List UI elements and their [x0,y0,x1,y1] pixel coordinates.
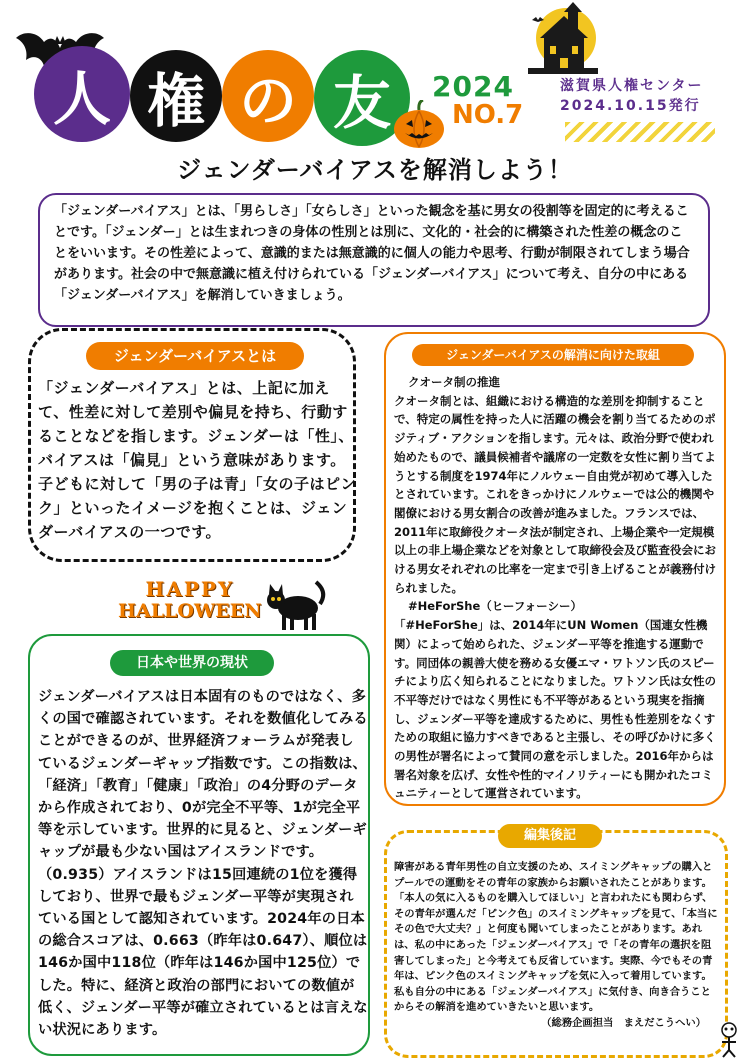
pumpkin-icon [392,100,446,150]
intro-text: 「ジェンダーバイアス」とは、「男らしさ」「女らしさ」といった観念を基に男女の役割等を固定的に考えることです。「ジェンダー」とは生まれつきの身体の性別とは別に、文化的・社会的に構築された性差の概念のことをいいます。その性差によって、意識的または無意識的に個人の能力や思考、行動が制限されてしまう場合があります。社会の中で無意識に植え付けられている「ジェンダーバイアス」について考え、自分の中にある「ジェンダーバイアス」を解消していきましょう。 [54,204,690,303]
heforshe-title: #HeForShe（ヒーフォーシー） [408,599,582,614]
title-char-1: 人 [34,46,130,142]
section-postscript-heading: 編集後記 [498,824,602,848]
section-postscript-body [394,860,720,1032]
publisher-name: 滋賀県人権センター [560,78,704,94]
quota-body: クオータ制とは、組織における構造的な差別を抑制することで、特定の属性を持った人に活躍の機会を割り当てるためのポジティブ・アクションを指します。元々は、政治分野で使われ始めたもので、議員候補者や議席の一定数を女性に割り当てようとする制度を1974年にノルウェー自由党が初めて導入したとされています。これをきっかけにノルウェーでは公的機関や閣僚における男女割合の改善が進みました。フランスでは、2011年に取締役クオータ法が制定され、上場企業や一定規模以上の非上場企業などを対象として取締役会及び監査役会における男女それぞれの比率を一定まで引き上げることが義務付けられました。 [394,393,716,595]
skeleton-icon [716,1022,742,1058]
postscript-signature: （総務企画担当 まえだこうへい） [541,1016,706,1029]
title-char-4: 友 [314,50,410,146]
haunted-house-icon [524,2,602,74]
black-cat-icon [262,574,328,634]
title-char-3: の [222,50,314,142]
section-what-heading: ジェンダーバイアスとは [86,342,304,370]
title-char-2: 権 [130,50,222,142]
section-what-body: 「ジェンダーバイアス」とは、上記に加えて、性差に対して差別や偏見を持ち、行動することなどを指します。ジェンダーは「性」、バイアスは「偏見」という意味があります。子どもに対して「男の子は青」「女の子はピンク」といったイメージを抱くことは、ジェンダーバイアスの一つです。 [38,379,357,541]
headline: ジェンダーバイアスを解消しよう！ [177,156,573,184]
publisher-block [560,76,703,116]
halloween-banner [118,578,262,622]
section-status-heading: 日本や世界の現状 [110,650,274,676]
section-efforts-heading: ジェンダーバイアスの解消に向けた取組 [412,344,694,366]
postscript-text: 障害がある青年男性の自立支援のため、スイミングキャップの購入とプールでの運動をその青年の家族からお願いされたことがあります。「本人の気に入るものを購入してほしい」と言われたにも関わらず、その青年が選んだ「ピンク色」のスイミングキャップを見て、「本当にその色で大丈夫？」と何度も聞いてしまったことがあります。あれは、私の中にあった「ジェンダーバイアス」で「その青年の選択を阻害してしまった」と今考えても反省しています。実際、今でもその青年は、ピンク色のスイミングキャップを気に入って着用しています。私も自分の中にある「ジェンダーバイアス」に気付き、向き合うことからその解消を進めていきたいと思います。 [394,861,718,1014]
issue-number: NO.7 [452,100,524,130]
halloween-line1: HAPPY [145,577,235,601]
publish-date: 2024.10.15発行 [560,98,701,114]
issue-year: 2024 [432,70,514,103]
intro-box [38,193,710,327]
halloween-line2: HALLOWEEN [118,600,262,622]
section-efforts-body [394,373,722,803]
quota-title: クオータ制の推進 [408,375,500,389]
section-status-body: ジェンダーバイアスは日本固有のものではなく、多くの国で確認されています。それを数値化してみることができるのが、世界経済フォーラムが発表しているジェンダーギャップ指数です。この指数は、「経済」「教育」「健康」「政治」の4分野のデータから作成されており、0が完全不平等、1が完全平等を示しています。世界的に見ると、ジェンダーギャップが最も少ない国はアイスランドです。（0.935）アイスランドは15回連続の1位を獲得しており、世界で最もジェンダー平等が実現されている国として認知されています。2024年の日本の総合スコアは、0.663（昨年は0.647）、順位は146か国中118位（昨年は146か国中125位）でした。特に、経済と政治の部門においての数値が低く、ジェンダー平等が確立されているとは言えない状況にあります。 [38,689,368,1039]
heforshe-body: 「#HeForShe」は、2014年にUN Women（国連女性機関）によって始められた、ジェンダー平等を推進する運動です。同団体の親善大使を務める女優エマ・ワトソン氏のスピーチにより広く知られることになりました。ワトソン氏は女性の不平等だけではなく男性にも不平等があるという現実を指摘し、ジェンダー平等を達成するために、男性も性差別をなくすための取組に協力すべきであると主張し、その呼びかけに多くの男性が署名によって賛同の意を示しました。2016年からは署名対象を広げ、女性や性的マイノリティーにも開かれたコミュニティーとして運営されています。 [394,618,716,801]
decor-stripes [565,122,715,142]
